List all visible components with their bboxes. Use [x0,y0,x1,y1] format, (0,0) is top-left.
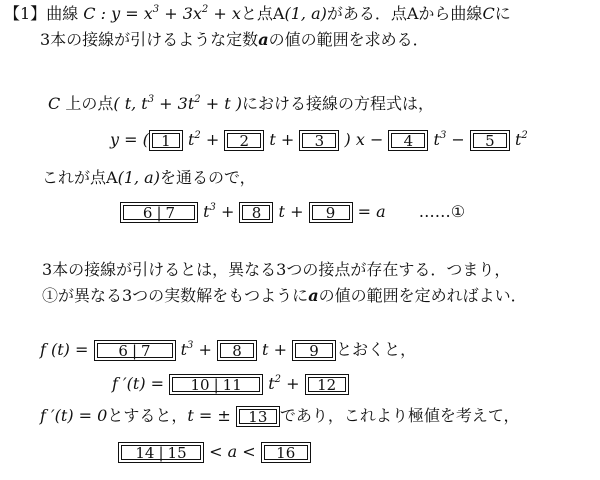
var-a: a [258,30,269,49]
problem-number: 【1】 [4,4,47,23]
problem-line2-end: の値の範囲を求める． [268,30,429,49]
answer-box-9[interactable]: 9 [309,202,353,223]
answer-range: 14 | 15 < a < 16 [118,440,311,464]
answer-box-6-7[interactable]: 6 | 7 [120,202,198,223]
tangent-intro-post: における接線の方程式は， [242,94,435,113]
answer-box-9-b[interactable]: 9 [292,340,336,361]
passes-through-text: これが点A(1, a)を通るので， [42,168,256,187]
f-definition: f (t) = 6 | 7 $t^3 + 8$ t + 9 とおくと， [40,340,417,360]
answer-box-2[interactable]: 2 [224,130,264,151]
f-prime-definition: f ′(t) = 10 | 11 $t^2 + 12$ [112,372,349,396]
line1-text-3: がある．点 [326,4,407,23]
tangent-intro-pre: 上の点 [65,94,114,113]
tangent-intro [48,92,434,116]
answer-box-5[interactable]: 5 [470,130,510,151]
problem-line-1 [4,2,511,26]
answer-box-14-15[interactable]: 14 | 15 [118,442,204,463]
curve-label: 曲線 [46,4,79,23]
curve-equation: C : $y = x^3 + 3x^2 + x$ [83,4,241,23]
answer-box-8[interactable]: 8 [239,202,273,223]
answer-box-12[interactable]: 12 [305,374,349,395]
box-7: 7 [165,204,176,222]
tangent-equation: y = ( 1 $t^2 + 2$ t + 3 ) x − 4 $t^3 - 5$ $t^2$ [110,130,528,150]
point-a: A(1, a) [272,4,327,23]
problem-line-2 [40,28,429,52]
answer-box-13[interactable]: 13 [236,406,280,427]
line1-text-4: から曲線 [418,4,483,23]
answer-box-8-b[interactable]: 8 [217,340,257,361]
answer-box-4[interactable]: 4 [388,130,428,151]
curve-c-2: C [48,94,61,113]
line1-text-5: に [494,4,511,23]
answer-box-10-11[interactable]: 10 | 11 [169,374,263,395]
problem-line2-text: 3本の接線が引けるような定数 [40,30,259,49]
section2-line-2: ①が異なる3つの実数解をもつようにaの値の範囲を定めればよい． [42,286,527,305]
curve-c: C [482,4,495,23]
answer-box-3[interactable]: 3 [299,130,339,151]
section2-line-1: 3本の接線が引けるとは，異なる3つの接点が存在する．つまり， [42,260,511,279]
answer-box-6-7-b[interactable]: 6 | 7 [94,340,176,361]
box-6: 6 [142,204,153,222]
equation-1: 6 | 7 $t^3 + 8$ t + 9 = a ……① [120,200,465,224]
point-a-label: A [406,4,419,23]
f-prime-zero: f ′(t) = 0とすると，t = ± 13 であり，これより極値を考えて， [40,406,520,426]
answer-box-1[interactable]: 1 [149,130,183,151]
line1-text-ato: と点 [240,4,273,23]
tangent-point: ( t, $t^3 + 3t^2 + t$ ) [113,94,242,113]
answer-box-16[interactable]: 16 [261,442,311,463]
